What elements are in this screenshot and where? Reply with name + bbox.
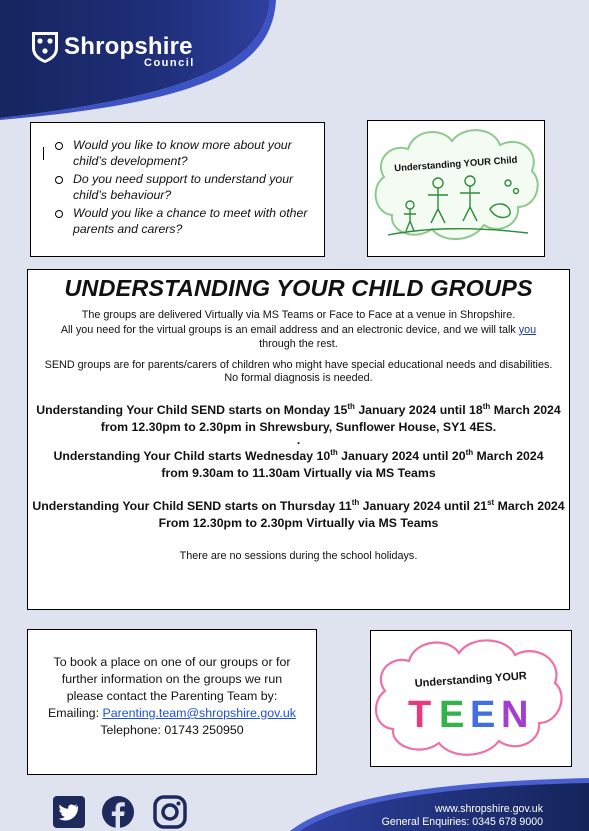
child-cloud-illustration [368, 121, 544, 256]
session-time-venue: From 12.30pm to 2.30pm Virtually via MS Teams [158, 515, 439, 530]
teen-logo-image [370, 630, 572, 767]
session-text: March 2024 [490, 402, 561, 417]
groups-info-box [27, 269, 570, 610]
send-note [28, 359, 569, 386]
text-cursor [43, 147, 44, 160]
session-text: January 2024 until 20 [337, 448, 466, 463]
ordinal: th [465, 447, 474, 457]
booking-line: please contact the Parenting Team by: [66, 689, 278, 703]
session-text: Understanding Your Child SEND starts on Monday 15 [36, 402, 348, 417]
teen-letter: N [501, 694, 529, 736]
question-item: Would you like to know more about your child’s development? [51, 137, 312, 169]
question-item: Would you like a chance to meet with other parents and carers? [51, 205, 312, 237]
org-sub: Council [144, 57, 195, 69]
intro-text [28, 308, 569, 352]
teen-letter: E [470, 694, 496, 736]
session-send-thursday [28, 494, 569, 532]
footer-contact [382, 803, 543, 829]
footer-enquiries: General Enquiries: 0345 678 9000 [381, 816, 543, 828]
org-name: Shropshire [64, 33, 193, 60]
session-dates [28, 444, 569, 465]
instagram-icon[interactable] [153, 795, 187, 829]
email-label: Emailing: [48, 706, 103, 720]
ordinal: th [351, 497, 360, 507]
ordinal: st [487, 497, 495, 507]
question-item: Do you need support to understand your child’s behaviour? [51, 171, 312, 203]
teen-caption: Understanding YOUR [414, 670, 528, 690]
send-note-line: No formal diagnosis is needed. [224, 372, 373, 384]
teen-cloud-illustration [371, 631, 571, 766]
main-title: UNDERSTANDING YOUR CHILD GROUPS [64, 275, 533, 301]
session-text: Understanding Your Child starts Wednesday 10 [53, 448, 331, 463]
session-text: January 2024 until 18 [354, 402, 483, 417]
teen-letter: T [408, 694, 432, 736]
child-caption: Understanding YOUR Child [393, 154, 518, 175]
booking-line: To book a place on one of our groups or for [53, 655, 291, 669]
send-note-line: SEND groups are for parents/carers of children who might have special educational needs and disabilities. [44, 358, 553, 371]
session-dates [28, 494, 569, 515]
ordinal: th [482, 401, 491, 411]
session-time-venue: from 9.30am to 11.30am Virtually via MS Teams [161, 465, 436, 480]
booking-box [27, 629, 317, 775]
twitter-icon[interactable] [52, 795, 86, 829]
questions-box [30, 122, 325, 257]
ordinal: th [347, 401, 355, 411]
session-text: January 2024 until 21 [359, 498, 488, 513]
crest-icon [30, 30, 60, 64]
footer-website[interactable]: www.shropshire.gov.uk [434, 803, 543, 815]
session-dates [28, 398, 569, 419]
intro-underlined-word: you [518, 323, 537, 336]
email-link[interactable]: Parenting.team@shropshire.gov.uk [102, 706, 296, 720]
session-text: March 2024 [494, 498, 565, 513]
facebook-icon[interactable] [101, 795, 135, 829]
child-logo-image [367, 120, 545, 257]
booking-email-line [28, 705, 316, 722]
booking-line: further information on the groups we run [61, 672, 283, 686]
intro-line [28, 323, 569, 338]
session-time-venue: from 12.30pm to 2.30pm in Shrewsbury, Sunflower House, SY1 4ES. [100, 419, 497, 434]
session-text: March 2024 [473, 448, 544, 463]
intro-line: The groups are delivered Virtually via MS Teams or Face to Face at a venue in Shropshire. [81, 309, 516, 321]
council-logo[interactable] [30, 30, 195, 69]
intro-line: through the rest. [259, 338, 338, 350]
booking-phone: Telephone: 01743 250950 [100, 723, 244, 737]
separator-dot: . [296, 432, 301, 447]
teen-letter: E [439, 694, 465, 736]
holidays-note: There are no sessions during the school holidays. [179, 549, 418, 562]
ordinal: th [330, 447, 338, 457]
session-wednesday [28, 444, 569, 482]
session-send-monday [28, 398, 569, 436]
intro-line-part: All you need for the virtual groups is an email address and an electronic device, and we will talk [60, 323, 519, 336]
questions-list [51, 137, 312, 237]
session-text: Understanding Your Child SEND starts on Thursday 11 [32, 498, 352, 513]
